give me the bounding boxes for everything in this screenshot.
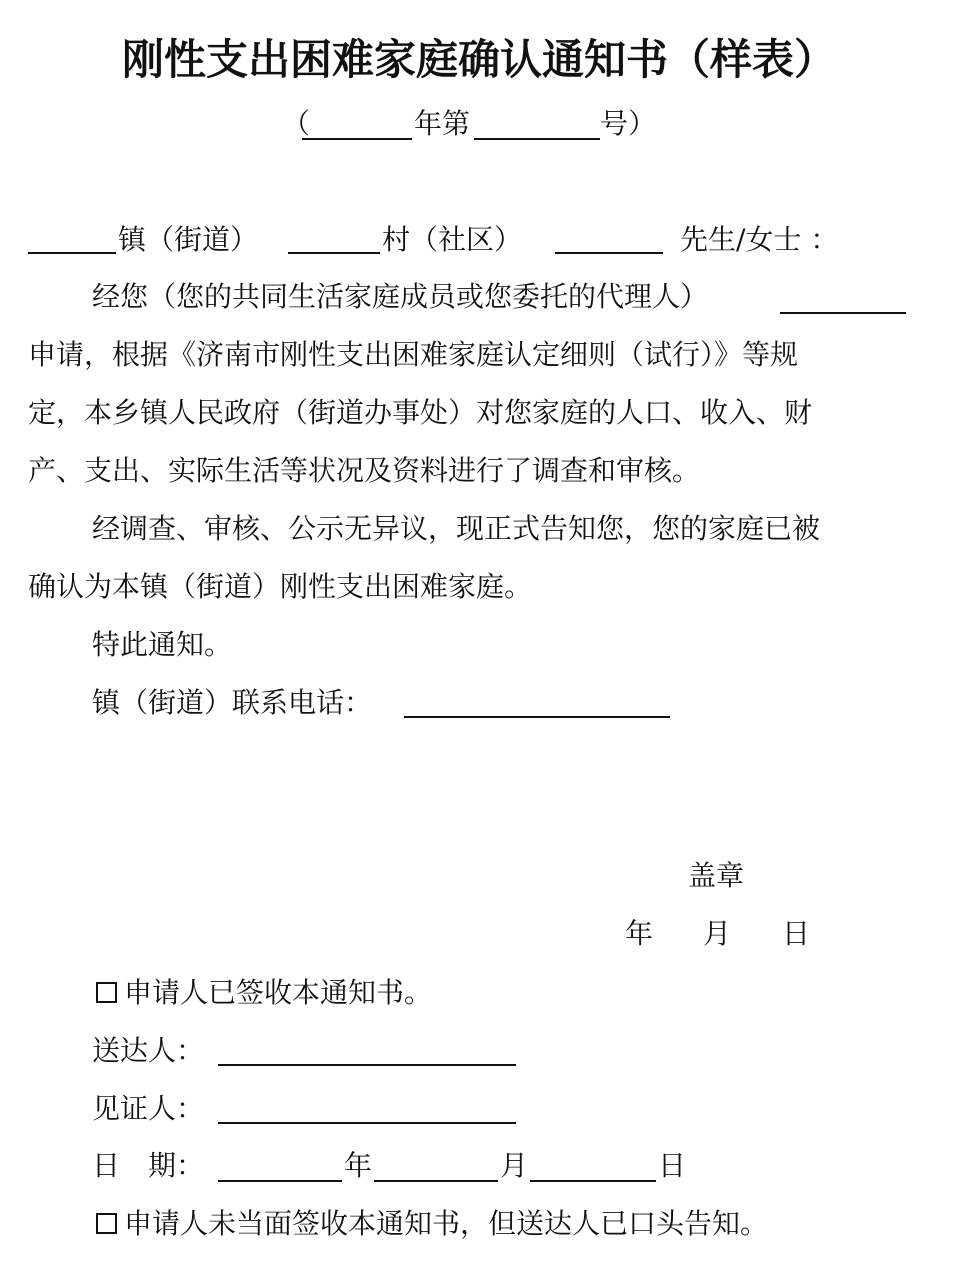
receipt-year-label: 年 bbox=[344, 1149, 373, 1182]
contact-phone-blank[interactable] bbox=[404, 716, 670, 718]
body-line-6: 确认为本镇（街道）刚性支出困难家庭。 bbox=[28, 570, 533, 603]
year-blank[interactable] bbox=[302, 138, 412, 140]
witness-blank[interactable] bbox=[218, 1122, 516, 1124]
witness-label: 见证人： bbox=[92, 1092, 205, 1125]
not-signed-checkbox[interactable] bbox=[96, 1213, 117, 1234]
number-open-paren: （ bbox=[282, 107, 311, 140]
body-line-2: 申请，根据《济南市刚性支出困难家庭认定细则（试行）》等规 bbox=[28, 338, 799, 371]
receipt-day-blank[interactable] bbox=[530, 1180, 656, 1182]
contact-phone-label: 镇（街道）联系电话： bbox=[92, 686, 373, 719]
signed-label: 申请人已签收本通知书。 bbox=[124, 976, 433, 1009]
number-year-label: 年第 bbox=[414, 107, 471, 140]
signed-checkbox[interactable] bbox=[96, 982, 117, 1003]
number-blank[interactable] bbox=[474, 138, 600, 140]
seal-date-day: 日 bbox=[782, 917, 811, 950]
deliverer-blank[interactable] bbox=[218, 1064, 516, 1066]
number-close-paren: ） bbox=[628, 107, 657, 140]
body-line-1: 经您（您的共同生活家庭成员或您委托的代理人） bbox=[92, 280, 709, 313]
seal-label: 盖章 bbox=[688, 859, 745, 892]
receipt-year-blank[interactable] bbox=[218, 1180, 342, 1182]
document-title: 刚性支出困难家庭确认通知书（样表） bbox=[121, 35, 836, 84]
body-line-3: 定，本乡镇人民政府（街道办事处）对您家庭的人口、收入、财 bbox=[28, 396, 813, 429]
receipt-date-label: 日 期： bbox=[92, 1149, 205, 1182]
receipt-month-blank[interactable] bbox=[374, 1180, 498, 1182]
applicant-blank[interactable] bbox=[780, 312, 906, 314]
name-blank[interactable] bbox=[555, 252, 663, 254]
town-label: 镇（街道） bbox=[118, 223, 259, 256]
body-line-5: 经调查、审核、公示无异议，现正式告知您，您的家庭已被 bbox=[92, 512, 821, 545]
body-line-4: 产、支出、实际生活等状况及资料进行了调查和审核。 bbox=[28, 454, 701, 487]
closing-line: 特此通知。 bbox=[92, 628, 233, 661]
deliverer-label: 送达人： bbox=[92, 1034, 205, 1067]
number-no-label: 号 bbox=[600, 107, 629, 140]
receipt-day-label: 日 bbox=[658, 1149, 687, 1182]
honorific-label: 先生/女士 ： bbox=[680, 223, 839, 256]
not-signed-label: 申请人未当面签收本通知书，但送达人已口头告知。 bbox=[124, 1207, 769, 1240]
village-blank[interactable] bbox=[288, 252, 380, 254]
seal-date-year: 年 bbox=[625, 917, 654, 950]
seal-date-month: 月 bbox=[703, 917, 732, 950]
village-label: 村（社区） bbox=[382, 223, 523, 256]
town-blank[interactable] bbox=[28, 252, 116, 254]
receipt-month-label: 月 bbox=[500, 1149, 529, 1182]
